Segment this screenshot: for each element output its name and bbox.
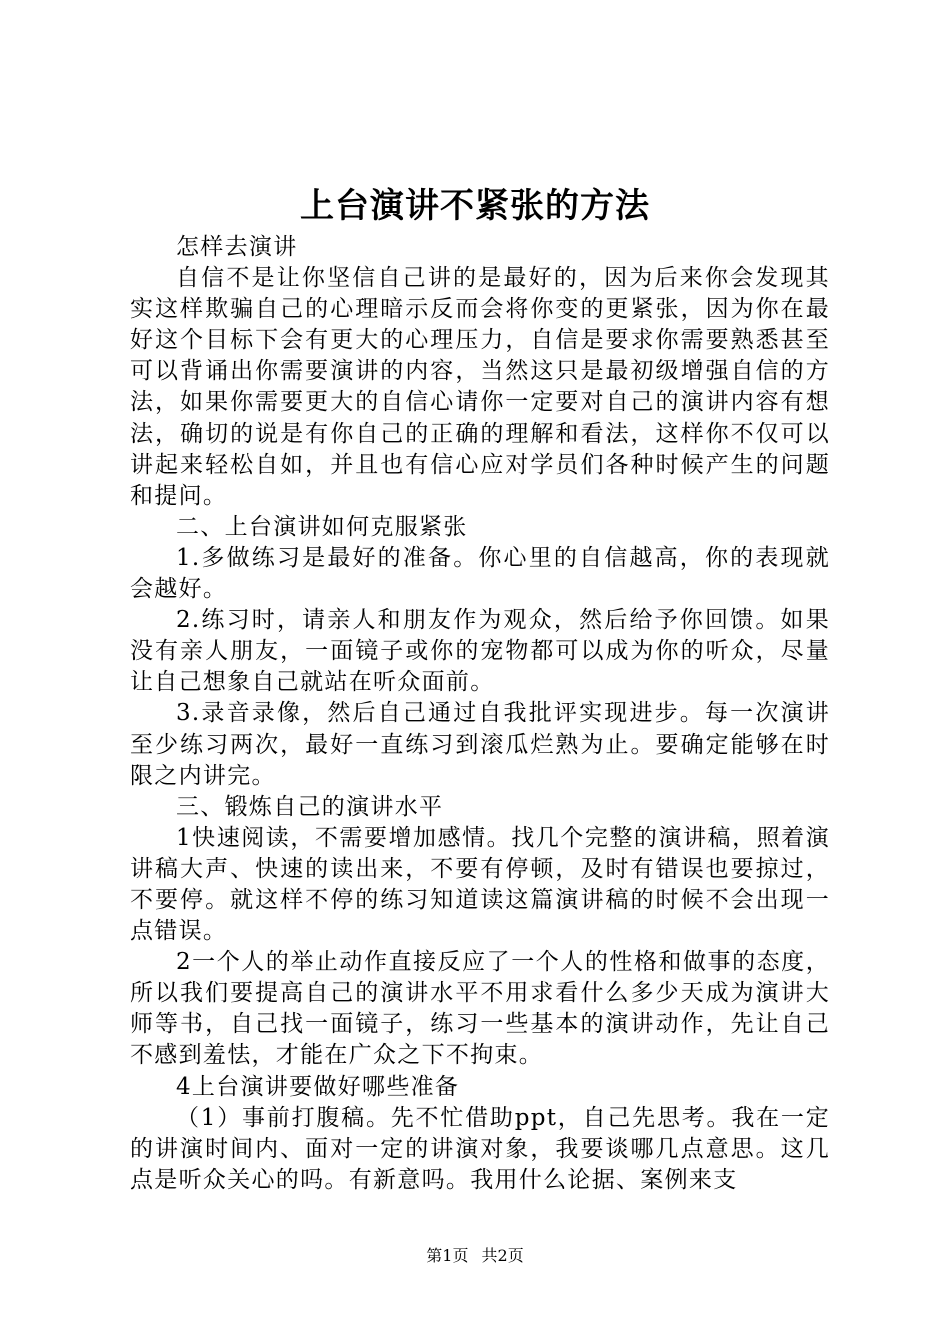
paragraph: 怎样去演讲 [176, 234, 298, 260]
paragraph: 1快速阅读，不需要增加感情。找几个完整的演讲稿，照着演讲稿大声、快速的读出来，不要有停顿，及时有错误也要掠过，不要停。就这样不停的练习知道读这篇演讲稿的时候不会出现一点错误。 [130, 824, 830, 945]
paragraph: 2一个人的举止动作直接反应了一个人的性格和做事的态度，所以我们要提高自己的演讲水平不用求看什么多少天成为演讲大师等书，自己找一面镜子，练习一些基本的演讲动作，先让自己不感到羞怯，才能在广众之下不拘束。 [130, 949, 830, 1069]
page-total: 共2页 [481, 1246, 524, 1265]
document-title: 上台演讲不紧张的方法 [300, 186, 650, 226]
section-heading: 4上台演讲要做好哪些准备 [176, 1073, 460, 1100]
paragraph: 自信不是让你坚信自己讲的是最好的，因为后来你会发现其实这样欺骗自己的心理暗示反而会将你变的更紧张，因为你在最好这个目标下会有更大的心理压力，自信是要求你需要熟悉甚至可以背诵出你需要演讲的内容，当然这只是最初级增强自信的方法，如果你需要更大的自信心请你一定要对自己的演讲内容有想法，确切的说是有你自己的正确的理解和看法，这样你不仅可以讲起来轻松自如，并且也有信心应对学员们各种时候产生的问题和提问。 [130, 265, 830, 509]
page-number: 第1页 [426, 1246, 469, 1265]
section-heading: 二、上台演讲如何克服紧张 [176, 513, 468, 540]
paragraph: （1）事前打腹稿。先不忙借助ppt，自己先思考。我在一定的讲演时间内、面对一定的讲演对象，我要谈哪几点意思。这几点是听众关心的吗。有新意吗。我用什么论据、案例来支 [130, 1104, 830, 1193]
paragraph: 3.录音录像，然后自己通过自我批评实现进步。每一次演讲至少练习两次，最好一直练习到滚瓜烂熟为止。要确定能够在时限之内讲完。 [130, 700, 830, 789]
section-heading: 三、锻炼自己的演讲水平 [176, 793, 444, 820]
page-footer [0, 1246, 950, 1266]
paragraph: 1.多做练习是最好的准备。你心里的自信越高，你的表现就会越好。 [130, 544, 830, 603]
paragraph: 2.练习时，请亲人和朋友作为观众，然后给予你回馈。如果没有亲人朋友，一面镜子或你的宠物都可以成为你的听众，尽量让自己想象自己就站在听众面前。 [130, 607, 830, 696]
document-body [130, 232, 830, 1196]
